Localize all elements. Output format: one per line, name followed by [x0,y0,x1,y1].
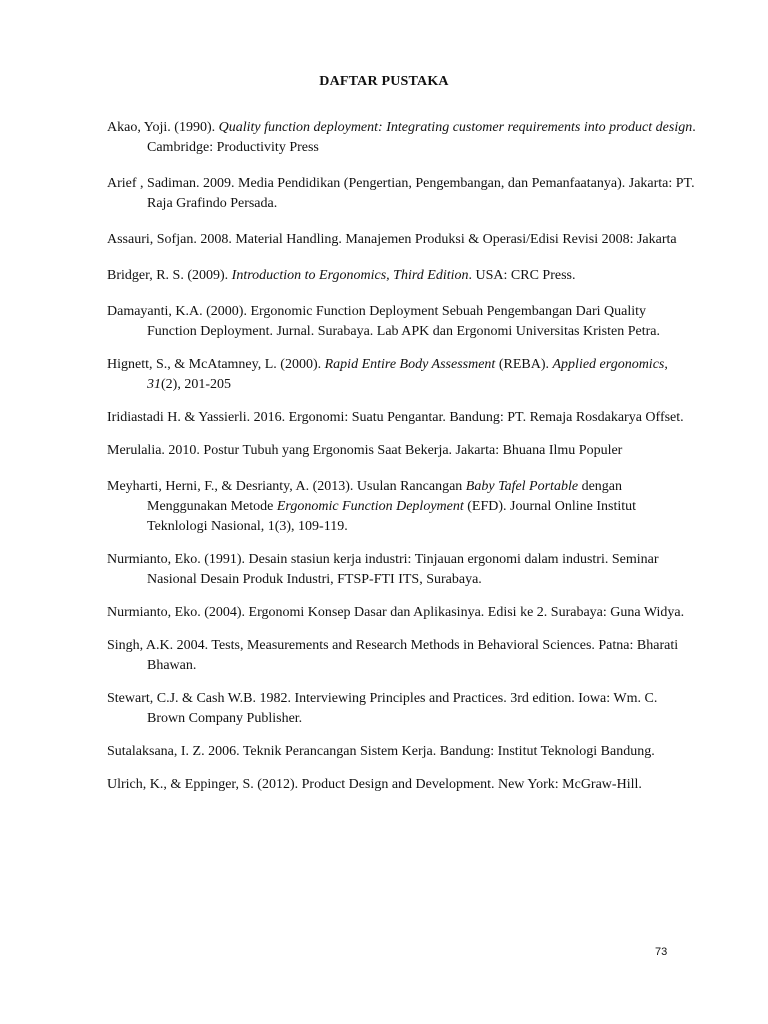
reference-entry [107,477,697,537]
reference-text: Damayanti, K.A. (2000). Ergonomic Function Deployment Sebuah Pengembangan Dari Quality Function Deployment. Jurnal. Surabaya. Lab APK dan Ergonomi Universitas Kristen Petra. [107,304,660,339]
reference-italic-text: Applied ergonomics [552,357,665,372]
reference-entry [107,230,697,250]
reference-text: Nurmianto, Eko. (2004). Ergonomi Konsep Dasar dan Aplikasinya. Edisi ke 2. Surabaya: Guna Widya. [107,605,685,620]
reference-entry [107,550,697,590]
reference-entry [107,775,697,795]
reference-entry [107,118,697,158]
page-title: DAFTAR PUSTAKA [319,74,449,89]
reference-text: Hignett, S., & McAtamney, L. (2000). [107,357,325,372]
reference-text: (EFD). Journal Online Institut Teknlologi Nasional, 1(3), 109-119. [147,499,637,534]
reference-italic-text: 31 [147,377,161,392]
reference-entry [107,302,697,342]
reference-text: Stewart, C.J. & Cash W.B. 1982. Interviewing Principles and Practices. 3rd edition. Iowa: Wm. C. Brown Company Publisher. [107,691,658,726]
reference-text: Singh, A.K. 2004. Tests, Measurements and Research Methods in Behavioral Sciences. Patna: Bharati Bhawan. [107,638,679,673]
reference-italic-text: Introduction to Ergonomics, Third Edition [231,268,469,283]
reference-entry [107,174,697,214]
reference-entry [107,408,697,428]
reference-entry [107,266,697,286]
reference-text: (2), 201-205 [161,377,231,392]
reference-entry [107,742,697,762]
reference-text: (REBA). [495,357,553,372]
reference-list [107,118,697,811]
reference-text: Assauri, Sofjan. 2008. Material Handling. Manajemen Produksi & Operasi/Edisi Revisi 2008: Jakarta [107,232,677,247]
reference-text: , [664,357,668,372]
reference-text: Nurmianto, Eko. (1991). Desain stasiun kerja industri: Tinjauan ergonomi dalam industri. Seminar Nasional Desain Produk Industri, FTSP-FTI ITS, Surabaya. [107,552,659,587]
reference-italic-text: Rapid Entire Body Assessment [324,357,496,372]
reference-italic-text: Ergonomic Function Deployment [276,499,464,514]
reference-text: . Cambridge: Productivity Press [147,120,696,155]
reference-entry [107,355,697,395]
reference-entry [107,636,697,676]
reference-text: Meyharti, Herni, F., & Desrianty, A. (2013). Usulan Rancangan [107,479,466,494]
reference-text: Sutalaksana, I. Z. 2006. Teknik Perancangan Sistem Kerja. Bandung: Institut Teknologi Bandung. [107,744,655,759]
reference-text: Bridger, R. S. (2009). [107,268,232,283]
reference-text: Merulalia. 2010. Postur Tubuh yang Ergonomis Saat Bekerja. Jakarta: Bhuana Ilmu Populer [107,443,623,458]
reference-text: Arief , Sadiman. 2009. Media Pendidikan (Pengertian, Pengembangan, dan Pemanfaatanya). Jakarta: PT. Raja Grafindo Persada. [107,176,695,211]
reference-entry [107,603,697,623]
reference-entry [107,689,697,729]
reference-text: dengan Menggunakan Metode [147,479,622,514]
reference-text: Akao, Yoji. (1990). [107,120,219,135]
reference-text: Iridiastadi H. & Yassierli. 2016. Ergonomi: Suatu Pengantar. Bandung: PT. Remaja Rosdakarya Offset. [107,410,684,425]
reference-entry [107,441,697,461]
reference-italic-text: Baby Tafel Portable [465,479,579,494]
reference-italic-text: Quality function deployment: Integrating customer requirements into product design [218,120,693,135]
reference-text: Ulrich, K., & Eppinger, S. (2012). Product Design and Development. New York: McGraw-Hill. [107,777,642,792]
page-number: 73 [655,946,668,958]
reference-text: . USA: CRC Press. [468,268,576,283]
